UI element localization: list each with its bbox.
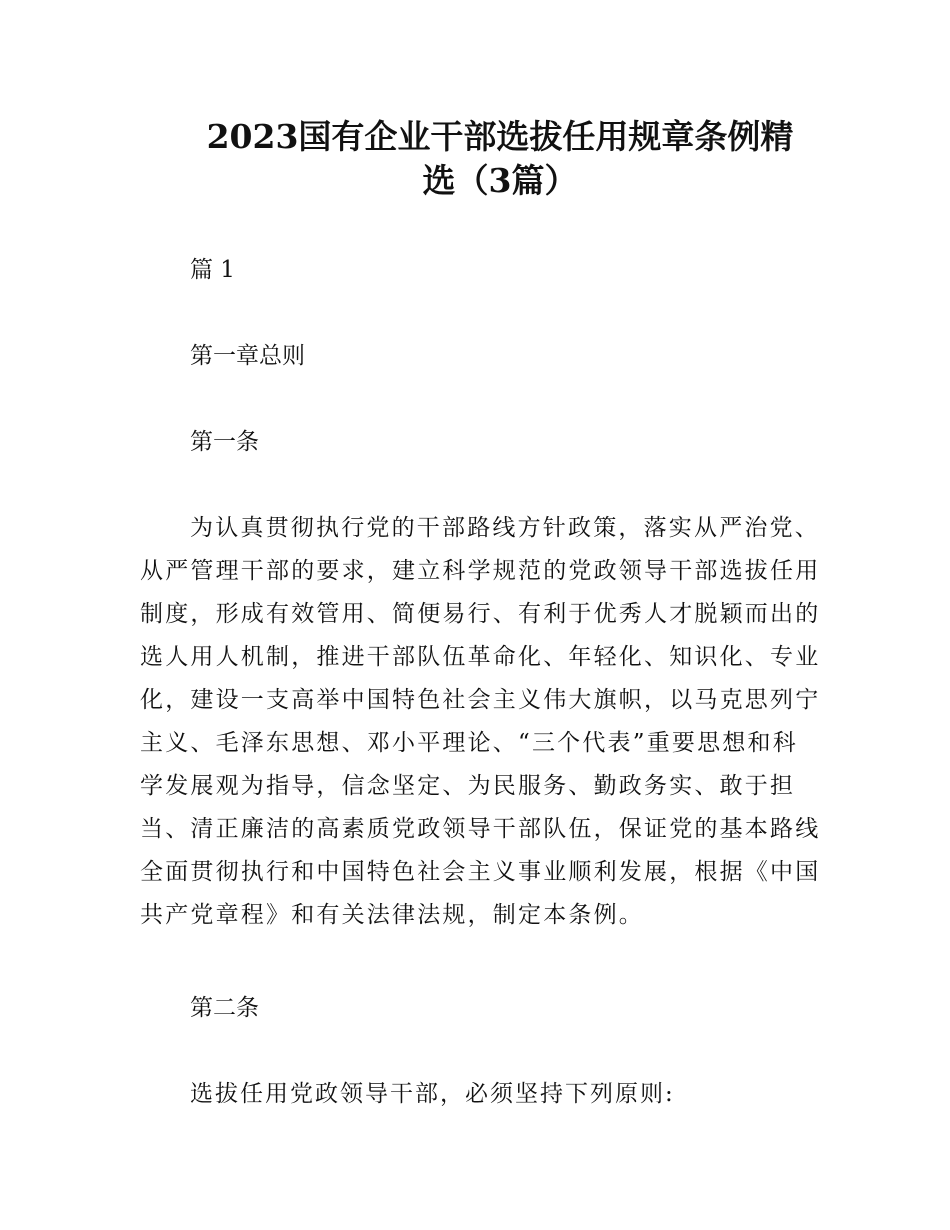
chapter-heading: 第一章总则 <box>190 343 305 369</box>
section-label: 篇 1 <box>190 257 235 283</box>
article-1-line: 学发展观为指导，信念坚定、为民服务、勤政务实、敢于担 <box>140 773 796 799</box>
article-2-heading: 第二条 <box>190 995 259 1021</box>
article-1-line: 从严管理干部的要求，建立科学规范的党政领导干部选拔任用 <box>140 558 821 584</box>
article-1-line: 全面贯彻执行和中国特色社会主义事业顺利发展，根据《中国 <box>140 859 821 885</box>
document-title-line-1: 2023国有企业干部选拔任用规章条例精 <box>206 117 794 156</box>
article-2-intro: 选拔任用党政领导干部，必须坚持下列原则: <box>190 1081 675 1107</box>
article-1-line: 化，建设一支高举中国特色社会主义伟大旗帜，以马克思列宁 <box>140 687 821 713</box>
article-1-line: 当、清正廉洁的高素质党政领导干部队伍，保证党的基本路线 <box>140 816 821 842</box>
article-1-line: 选人用人机制，推进干部队伍革命化、年轻化、知识化、专业 <box>140 644 821 670</box>
article-1-line: 主义、毛泽东思想、邓小平理论、“三个代表”重要思想和科 <box>140 730 798 756</box>
article-1-line: 共产党章程》和有关法律法规，制定本条例。 <box>140 902 644 928</box>
article-1-heading: 第一条 <box>190 429 259 455</box>
article-1-line: 制度，形成有效管用、简便易行、有利于优秀人才脱颖而出的 <box>140 601 821 627</box>
article-1-line: 为认真贯彻执行党的干部路线方针政策，落实从严治党、 <box>190 515 820 541</box>
document-title-line-2: 选（3篇） <box>422 161 578 200</box>
